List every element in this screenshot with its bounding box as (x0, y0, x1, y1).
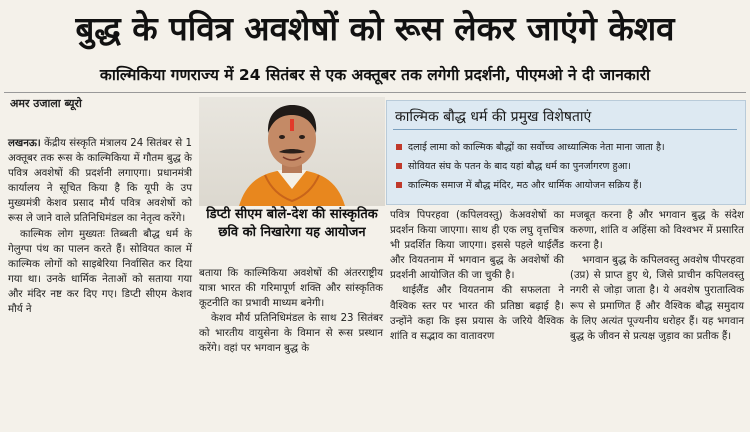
lead-paragraph-text: केंद्रीय संस्कृति मंत्रालय 24 सितंबर से 1 अक्तूबर तक रूस के काल्मिकिया में गौतम बुद्ध के पवित्र अवशेषों की प्रदर्शनी लगाएगा। प्रधानमंत्री कार्यालय ने सूचित किया है कि यूपी के उप मुख्यमंत्री केशव प्रसाद मौर्य पवित्र अवशेषों को रूस ले जाने वाले प्रतिनिधिमंडल का नेतृत्व करेंगे। (8, 138, 192, 225)
article-column-2 (199, 266, 383, 357)
bullet-square-icon (396, 144, 402, 150)
highlight-item (395, 138, 741, 157)
paragraph: थाईलैंड और वियतनाम की सफलता ने वैश्विक स्तर पर भारत की प्रतिष्ठा बढ़ाई है। उन्होंने कहा कि इस प्रयास के जरिये वैश्विक शांति व सद्भाव का वातावरण (390, 285, 564, 342)
photo-caption: डिप्टी सीएम बोले-देश की सांस्कृतिक छवि को निखारेगा यह आयोजन (206, 207, 378, 240)
lead-paragraph (8, 136, 192, 227)
highlight-text: काल्मिक समाज में बौद्ध मंदिर, मठ और धार्मिक आयोजन सक्रिय हैं। (408, 180, 642, 191)
article-column-4 (570, 208, 744, 344)
deputy-cm-photo (199, 97, 385, 206)
paragraph: भगवान बुद्ध के कपिलवस्तु अवशेष पीपरहवा (उप्र) से प्राप्त हुए थे, जिसे प्राचीन कपिलवस्तु नगरी से जोड़ा जाता है। ये अवशेष पुरातात्विक रूप से प्रमाणित हैं और वैश्विक बौद्ध समुदाय के लिए अत्यंत पूज्यनीय धरोहर हैं। यह भगवान बुद्ध के जीवन से प्रत्यक्ष जुड़ाव का प्रतीक हैं। (570, 255, 744, 342)
bullet-square-icon (396, 182, 402, 188)
byline: अमर उजाला ब्यूरो (10, 97, 82, 110)
highlight-item (395, 176, 741, 195)
paragraph: पवित्र पिपरहवा (कपिलवस्तु) केअवशेषों का प्रदर्शन किया जाएगा। साथ ही एक लघु वृत्तचित्र भी प्रदर्शित किया जाएगा। इससे पहले थाईलैंड और वियतनाम में भगवान बुद्ध के अवशेषों की प्रदर्शनी आयोजित की जा चुकी है। (390, 210, 564, 282)
highlights-list (395, 138, 741, 195)
paragraph: काल्मिक लोग मुख्यतः तिब्बती बौद्ध धर्म के गेलुग्पा पंथ का पालन करते हैं। सोवियत काल में काल्मिक लोगों को साइबेरिया निर्वासित कर दिया गया था। उनके धार्मिक नेताओं को सताया गया और मंदिर नष्ट कर दिए गए। डिप्टी सीएम केशव मौर्य ने (8, 228, 192, 316)
highlights-box (386, 100, 746, 205)
highlights-box-title: काल्मिक बौद्ध धर्म की प्रमुख विशेषताएं (395, 109, 592, 125)
highlight-text: सोवियत संघ के पतन के बाद यहां बौद्ध धर्म का पुनर्जागरण हुआ। (408, 161, 631, 172)
paragraph: केशव मौर्य प्रतिनिधिमंडल के साथ 23 सितंबर को भारतीय वायुसेना के विमान से रूस प्रस्थान करेंगे। वहां पर भगवान बुद्ध के (199, 313, 383, 355)
highlights-box-divider (393, 129, 737, 130)
article-column-3 (390, 208, 564, 344)
paragraph: बताया कि काल्मिकिया अवशेषों की अंतरराष्ट्रीय यात्रा भारत की गरिमापूर्ण शक्ति और सांस्कृतिक कूटनीति का प्रभावी माध्यम बनेगी। (199, 268, 383, 310)
paragraph: मजबूत करना है और भगवान बुद्ध के संदेश करुणा, शांति व अहिंसा को विश्वभर में प्रसारित करना है। (570, 210, 744, 252)
article-column-1 (8, 136, 192, 317)
subheadline: काल्मिकिया गणराज्य में 24 सितंबर से एक अक्तूबर तक लगेगी प्रदर्शनी, पीएमओ ने दी जानकारी (99, 66, 651, 84)
headline: बुद्ध के पवित्र अवशेषों को रूस लेकर जाएंगे केशव (75, 9, 675, 48)
highlight-text: दलाई लामा को काल्मिक बौद्धों का सर्वोच्च आध्यात्मिक नेता माना जाता है। (408, 142, 665, 153)
bullet-square-icon (396, 163, 402, 169)
highlight-item (395, 157, 741, 176)
header-divider (4, 92, 746, 93)
dateline: लखनऊ। (8, 138, 41, 149)
